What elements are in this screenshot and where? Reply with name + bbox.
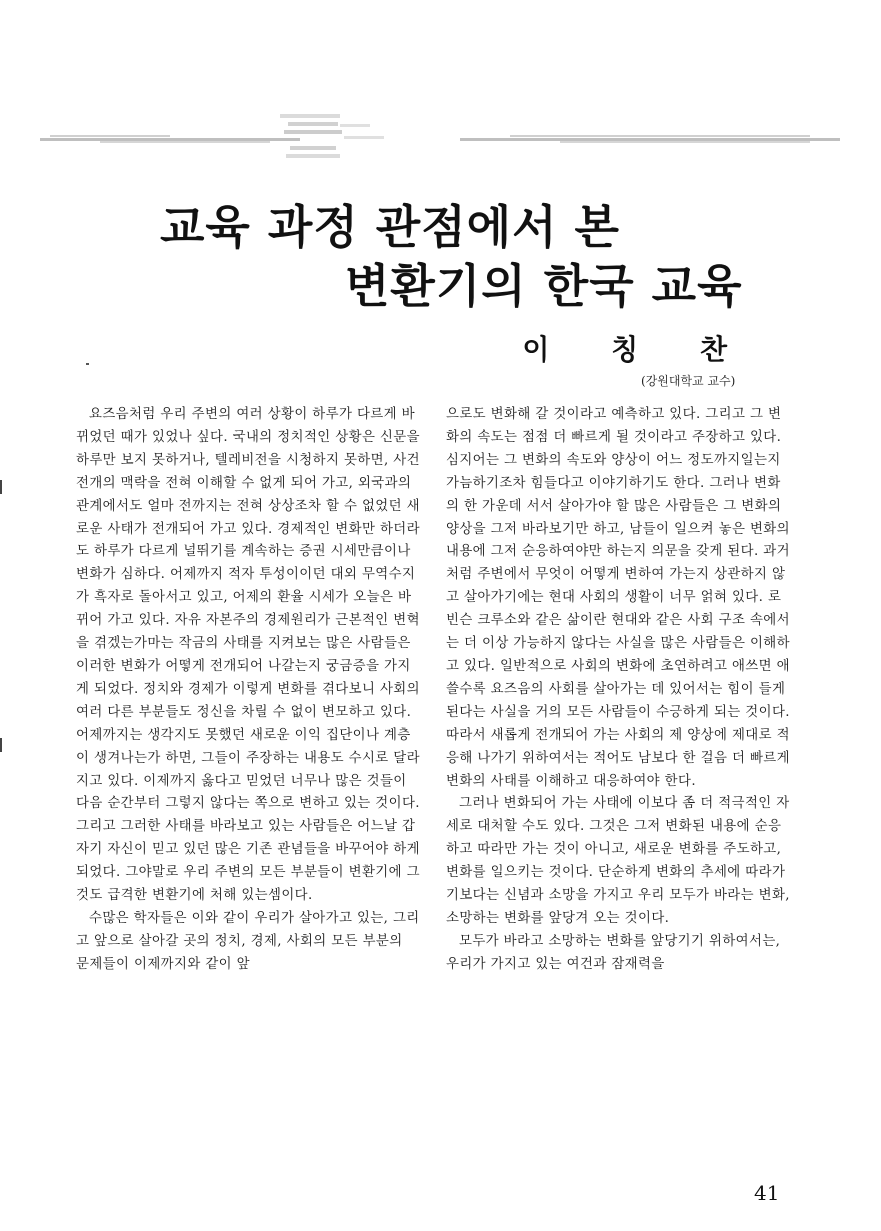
- article-title-line-2: 변환기의 한국 교육: [345, 259, 743, 313]
- body-paragraph-continued: 으로도 변화해 갈 것이라고 예측하고 있다. 그리고 그 변화의 속도는 점점 더 빠르게 될 것이라고 주장하고 있다. 심지어는 그 변화의 속도와 양상이 어느 정도까지일는지 가늠하기조차 힘들다고 이야기하기도 한다. 그러나 변화의 한 가운데 서서 살아가야 할 많은 사람들은 그 변화의 양상을 그저 바라보기만 하고, 남들이 일으켜 놓은 변화의 내용에 그저 순응하여야만 하는지 의문을 갖게 된다. 과거처럼 주변에서 무엇이 어떻게 변하여 가는지 상관하지 않고 살아가기에는 현대 사회의 생활이 너무 얽혀 있다. 로빈슨 크루소와 같은 삶이란 현대와 같은 사회 구조 속에서는 더 이상 가능하지 않다는 사실을 많은 사람들은 이해하고 있다. 일반적으로 사회의 변화에 초연하려고 애쓰면 애쓸수록 요즈음의 사회를 살아가는 데 있어서는 힘이 들게 된다는 사실을 거의 모든 사람들이 수긍하게 되는 것이다. 따라서 새롭게 전개되어 가는 사회의 제 양상에 제대로 적응해 나가기 위하여서는 적어도 남보다 한 걸음 더 빠르게 변화의 사태를 이해하고 대응하여야 한다.: [446, 407, 790, 789]
- body-paragraph: 요즈음처럼 우리 주변의 여러 상황이 하루가 다르게 바뀌었던 때가 있었나 싶다. 국내의 정치적인 상황은 신문을 하루만 보지 못하거나, 텔레비전을 시청하지 못하면, 사건 전개의 맥락을 전혀 이해할 수 없게 되어 가고, 외국과의 관계에서도 얼마 전까지는 전혀 상상조차 할 수 없었던 새로운 사태가 전개되어 가고 있다. 경제적인 변화만 하더라도 하루가 다르게 널뛰기를 계속하는 증권 시세만큼이나 변화가 심하다. 어제까지 적자 투성이이던 대외 무역수지가 흑자로 돌아서고 있고, 어제의 환율 시세가 오늘은 바뀌어 가고 있다. 자유 자본주의 경제원리가 근본적인 변혁을 겪겠는가마는 작금의 사태를 지켜보는 많은 사람들은 이러한 변화가 어떻게 전개되어 나갈는지 궁금증을 가지게 되었다. 정치와 경제가 이렇게 변화를 겪다보니 사회의 여러 다른 부분들도 정신을 차릴 수 없이 변모하고 있다. 어제까지는 생각지도 못했던 새로운 이익 집단이나 계층이 생겨나는가 하면, 그들이 주장하는 내용도 수시로 달라지고 있다. 이제까지 옳다고 믿었던 너무나 많은 것들이 다음 순간부터 그렇지 않다는 쪽으로 변하고 있는 것이다. 그리고 그러한 사태를 바라보고 있는 사람들은 어느날 갑자기 자신이 믿고 있던 많은 기존 관념들을 바꾸어야 하게 되었다. 그야말로 우리 주변의 모든 부분들이 변환기에 그것도 급격한 변환기에 처해 있는셈이다.: [76, 407, 420, 904]
- author-affiliation: (강원대학교 교수): [641, 374, 736, 388]
- body-paragraph: 수많은 학자들은 이와 같이 우리가 살아가고 있는, 그리고 앞으로 살아갈 곳의 정치, 경제, 사회의 모든 부분의 문제들이 이제까지와 같이 앞: [76, 910, 420, 972]
- scan-edge-mark: [0, 738, 2, 752]
- article-title-line-1: 교육 과정 관점에서 본: [160, 200, 620, 254]
- page-number: 41: [754, 1181, 780, 1205]
- author-name: 이 칭 찬: [522, 333, 753, 366]
- body-column-left: [76, 404, 420, 977]
- body-paragraph: 모두가 바라고 소망하는 변화를 앞당기기 위하여서는, 우리가 가지고 있는 여건과 잠재력을: [446, 933, 781, 972]
- body-column-right: [446, 404, 790, 977]
- body-paragraph: 그러나 변화되어 가는 사태에 이보다 좀 더 적극적인 자세로 대처할 수도 있다. 그것은 그저 변화된 내용에 순응하고 따라만 가는 것이 아니고, 새로운 변화를 주도하고, 변화를 일으키는 것이다. 단순하게 변화의 추세에 따라가기보다는 신념과 소망을 가지고 우리 모두가 바라는 변화, 소망하는 변화를 앞당겨 오는 것이다.: [446, 796, 790, 926]
- print-speck: [86, 363, 89, 365]
- scan-edge-mark: [0, 480, 2, 494]
- decorative-header-band: [40, 110, 840, 170]
